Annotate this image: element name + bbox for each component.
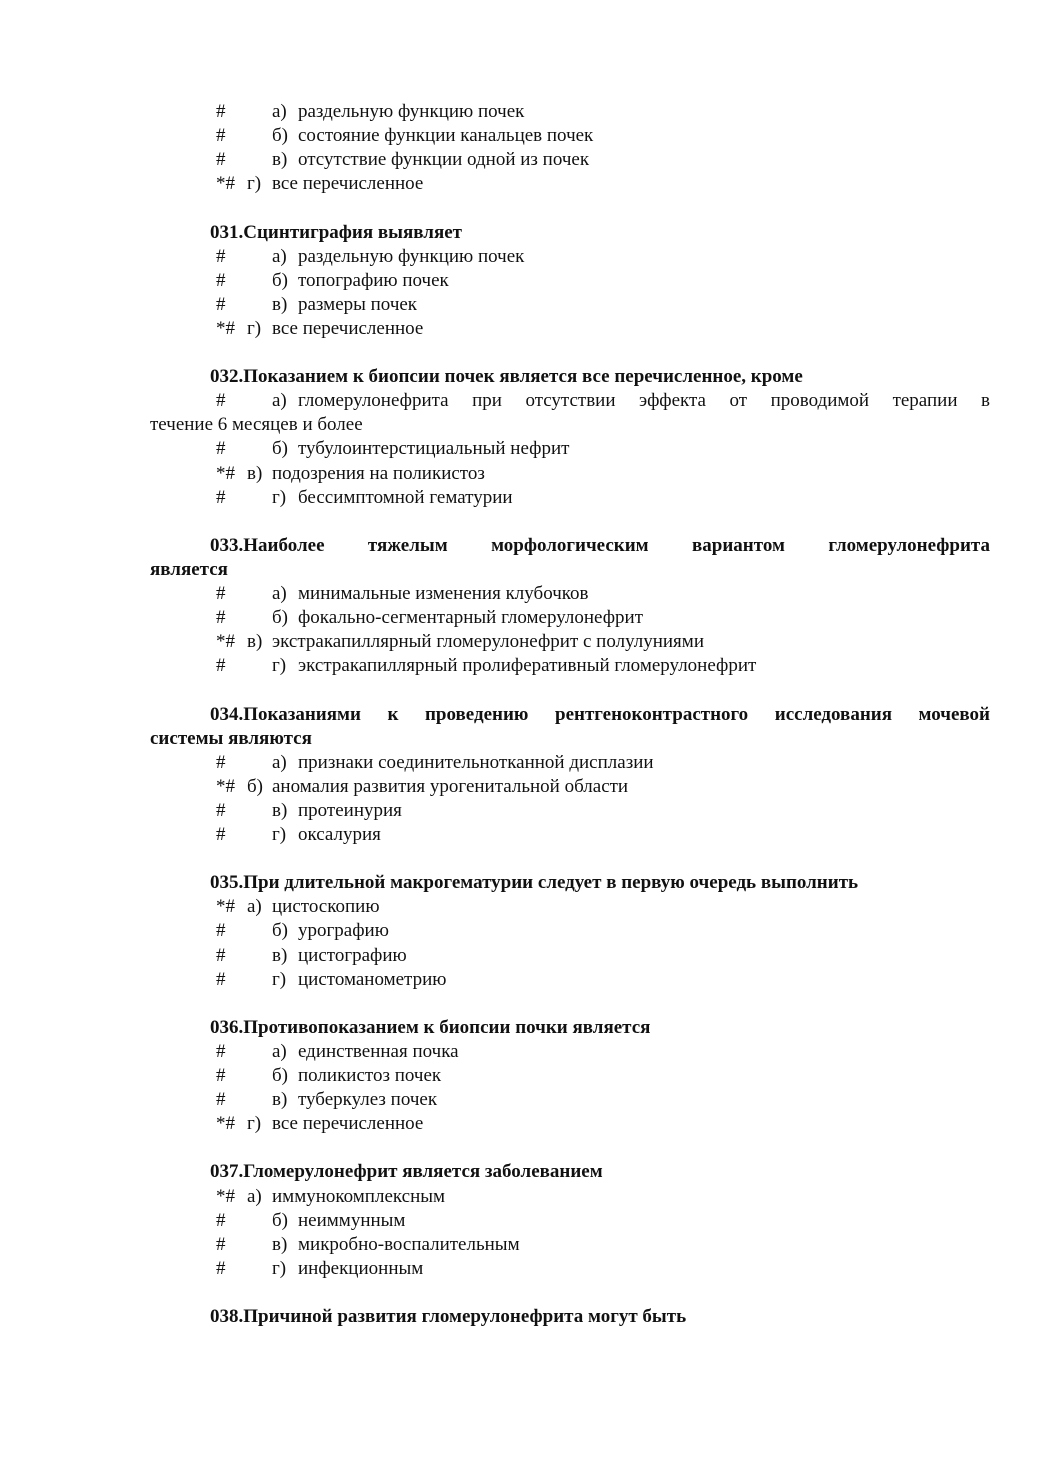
answer-letter: а) [272,245,287,267]
answer-mark: # [216,583,226,604]
correct-answer-mark: *# [216,1113,235,1135]
answer-text: экстракапиллярный гломерулонефрит с полулуниями [272,631,704,653]
answer-mark: # [216,1089,226,1111]
answer-letter: а) [272,101,287,122]
answer-text: состояние функции канальцев почек [298,125,594,147]
answer-letter: г) [272,655,287,677]
answer-text: гломерулонефрита при отсутствии эффекта от проводимой терапии в [298,390,990,412]
answer-mark: # [216,438,226,460]
answer-mark: # [216,269,226,291]
answer-text: туберкулез почек [298,1089,438,1111]
answer-mark: # [216,125,226,147]
answer-letter: г) [247,173,262,195]
answer-letter: г) [272,824,287,845]
answer-text: все перечисленное [272,173,424,195]
answer-text: отсутствие функции одной из почек [298,149,590,171]
question-text: 037.Гломерулонефрит является заболеванием [210,1161,603,1183]
answer-letter: а) [272,583,287,604]
answer-letter: г) [272,968,287,990]
answer-text: цистоскопию [272,896,380,918]
answer-text: раздельную функцию почек [298,245,525,267]
correct-answer-mark: *# [216,462,235,484]
answer-text: микробно-воспалительным [298,1233,520,1255]
question-text: 038.Причиной развития гломерулонефрита могут быть [210,1306,687,1327]
answer-text: минимальные изменения клубочков [298,583,589,604]
answer-letter: в) [247,631,263,653]
answer-letter: в) [272,1233,288,1255]
answer-mark: # [216,1040,226,1062]
answer-text: раздельную функцию почек [298,101,525,122]
answer-letter: а) [272,390,287,412]
answer-letter: б) [272,1209,288,1231]
question-text-continuation: является [150,558,228,580]
answer-mark: # [216,101,226,122]
answer-letter: в) [272,293,288,315]
answer-mark: # [216,655,226,677]
answer-letter: г) [247,1113,262,1135]
correct-answer-mark: *# [216,1185,235,1207]
answer-text: поликистоз почек [298,1065,442,1086]
answer-text: цистоманометрию [298,968,447,990]
answer-text: единственная почка [298,1040,459,1062]
answer-letter: г) [272,486,287,508]
question-text: 031.Сцинтиграфия выявляет [210,221,463,243]
answer-mark: # [216,486,226,508]
answer-mark: # [216,799,226,821]
answer-text: неиммунным [298,1209,406,1231]
question-text-continuation: системы являются [150,727,312,749]
answer-letter: а) [247,896,262,918]
answer-letter: а) [272,1040,287,1062]
answer-text: цистографию [298,944,407,966]
question-text: 036.Противопоказанием к биопсии почки является [210,1016,651,1038]
correct-answer-mark: *# [216,173,235,195]
answer-mark: # [216,944,226,966]
answer-letter: б) [272,269,288,291]
answer-text: экстракапиллярный пролиферативный гломерулонефрит [298,655,757,677]
answer-text: все перечисленное [272,317,424,339]
answer-letter: в) [272,944,288,966]
answer-text: оксалурия [298,824,381,845]
answer-letter: б) [272,125,288,147]
answer-text: топографию почек [298,269,449,291]
answer-letter: г) [247,317,262,339]
correct-answer-mark: *# [216,631,235,653]
question-text: 032.Показанием к биопсии почек является все перечисленное, кроме [210,366,803,388]
answer-text: урографию [298,920,389,942]
answer-text: размеры почек [298,293,418,315]
answer-mark: # [216,1257,226,1279]
question-text: 034.Показаниями к проведению рентгеноконтрастного исследования мочевой [210,703,990,725]
answer-mark: # [216,293,226,315]
answer-letter: б) [272,607,288,629]
answer-letter: б) [272,438,288,460]
answer-text: фокально-сегментарный гломерулонефрит [298,607,643,629]
answer-text-continuation: течение 6 месяцев и более [150,414,363,436]
question-text: 035.При длительной макрогематурии следует в первую очередь выполнить [210,872,859,894]
answer-letter: б) [272,920,288,942]
question-text: 033.Наиболее тяжелым морфологическим вариантом гломерулонефрита [210,534,990,556]
answer-text: признаки соединительнотканной дисплазии [298,751,654,773]
correct-answer-mark: *# [216,896,235,918]
answer-letter: а) [272,751,287,773]
answer-letter: в) [272,149,288,171]
answer-letter: в) [247,462,263,484]
answer-mark: # [216,149,226,171]
answer-text: инфекционным [298,1257,424,1279]
answer-text: аномалия развития урогенитальной области [272,775,629,797]
answer-mark: # [216,245,226,267]
answer-letter: б) [272,1065,288,1086]
answer-text: бессимптомной гематурии [298,486,513,508]
answer-text: иммунокомплексным [272,1185,446,1207]
answer-letter: б) [247,775,263,797]
answer-mark: # [216,1065,226,1086]
answer-letter: г) [272,1257,287,1279]
answer-mark: # [216,1209,226,1231]
answer-text: подозрения на поликистоз [272,462,485,484]
answer-text: протеинурия [298,799,402,821]
answer-mark: # [216,390,226,412]
answer-text: тубулоинтерстициальный нефрит [298,438,570,460]
answer-mark: # [216,751,226,773]
answer-letter: а) [247,1185,262,1207]
correct-answer-mark: *# [216,775,235,797]
answer-text: все перечисленное [272,1113,424,1135]
answer-letter: в) [272,799,288,821]
answer-mark: # [216,968,226,990]
answer-mark: # [216,920,226,942]
answer-mark: # [216,1233,226,1255]
answer-mark: # [216,824,226,845]
answer-letter: в) [272,1089,288,1111]
answer-mark: # [216,607,226,629]
correct-answer-mark: *# [216,317,235,339]
